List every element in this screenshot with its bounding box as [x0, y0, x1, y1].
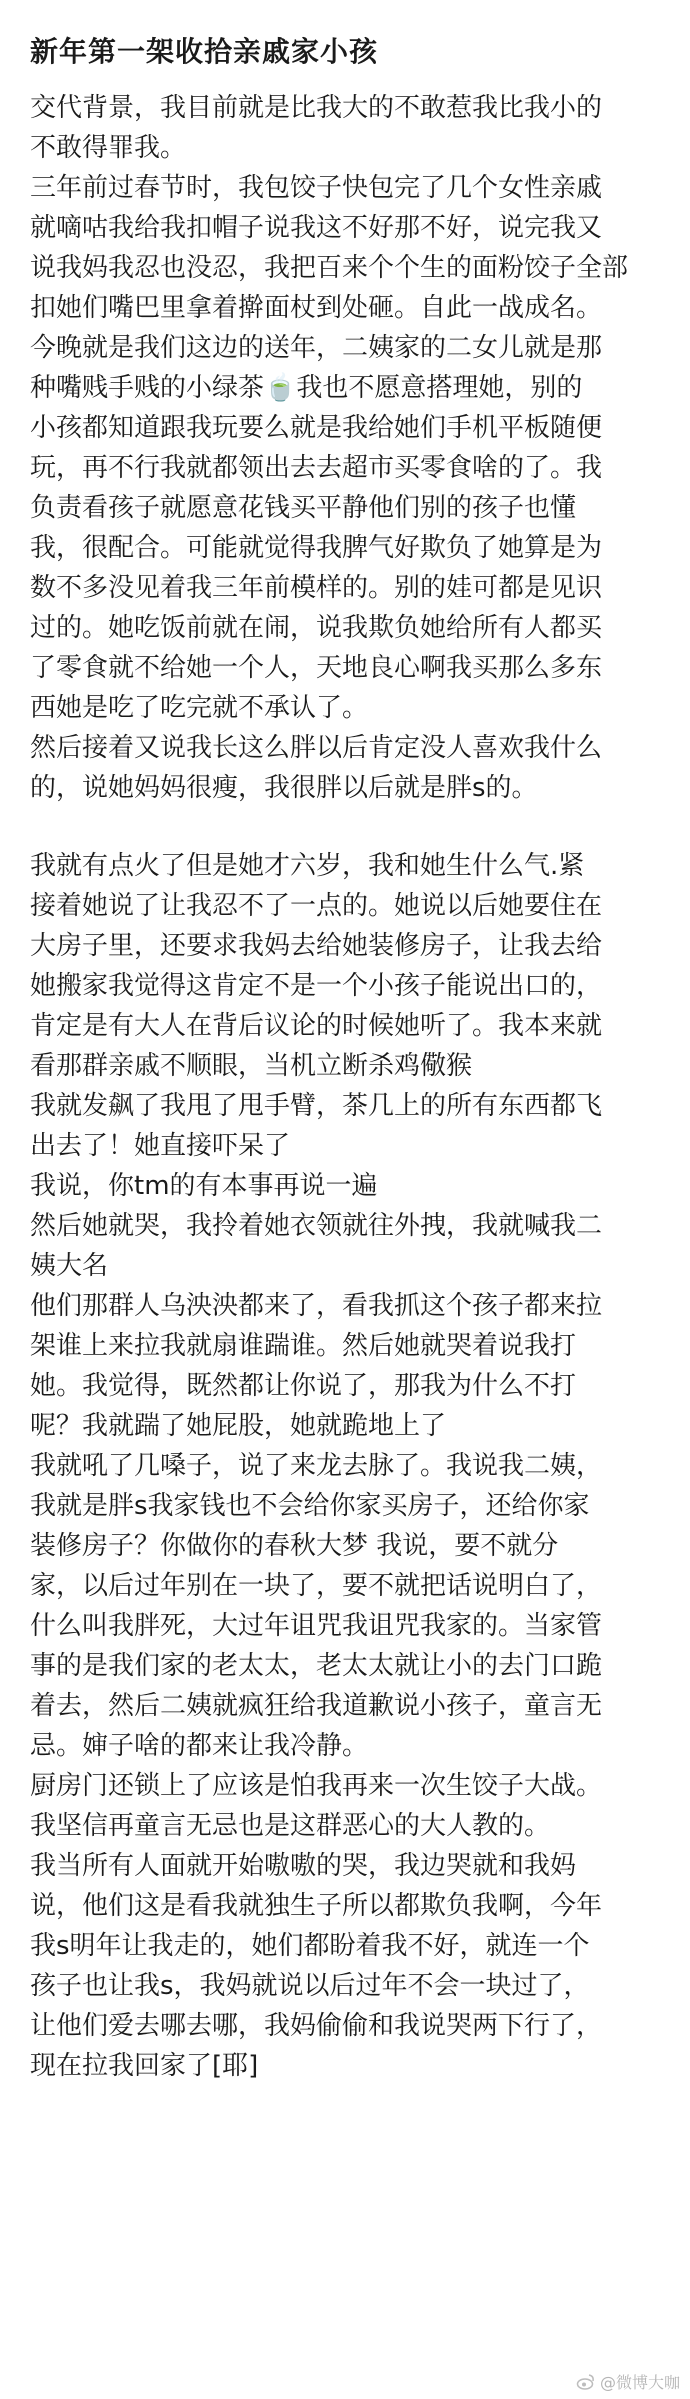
text-line: 她搬家我觉得这肯定不是一个小孩子能说出口的， [30, 971, 603, 1001]
text-line: 了零食就不给她一个人，天地良心啊我买那么多东 [30, 653, 603, 683]
text-line: 西她是吃了吃完就不承认了。 [30, 693, 369, 723]
text-line: 种嘴贱手贱的小绿茶🍵我也不愿意搭理她，别的 [30, 373, 583, 403]
text-line: 我，很配合。可能就觉得我脾气好欺负了她算是为 [30, 533, 603, 563]
text-line: 说我妈我忍也没忍，我把百来个个生的面粉饺子全部 [30, 253, 629, 283]
text-line: 着去，然后二姨就疯狂给我道歉说小孩子，童言无 [30, 1691, 603, 1721]
text-line: 忌。婶子啥的都来让我冷静。 [30, 1731, 369, 1761]
text-line: 玩，再不行我就都领出去去超市买零食啥的了。我 [30, 453, 603, 483]
text-line: 她。我觉得，既然都让你说了，那我为什么不打 [30, 1371, 577, 1401]
text-line: 肯定是有大人在背后议论的时候她听了。我本来就 [30, 1011, 603, 1041]
watermark-text: @微博大咖 [599, 2373, 680, 2392]
text-line: 家，以后过年别在一块了，要不就把话说明白了， [30, 1571, 603, 1601]
weibo-logo-icon [576, 2372, 596, 2392]
text-line: 的，说她妈妈很瘦，我很胖以后就是胖s的。 [30, 773, 538, 803]
text-line: 什么叫我胖死，大过年诅咒我诅咒我家的。当家管 [30, 1611, 603, 1641]
text-line: 大房子里，还要求我妈去给她装修房子，让我去给 [30, 931, 603, 961]
text-line: 装修房子？你做你的春秋大梦 我说，要不就分 [30, 1531, 559, 1561]
text-line: 然后接着又说我长这么胖以后肯定没人喜欢我什么 [30, 733, 603, 763]
text-line: 接着她说了让我忍不了一点的。她说以后她要住在 [30, 891, 603, 921]
text-line: 现在拉我回家了[耶] [30, 2051, 259, 2081]
text-line: 交代背景，我目前就是比我大的不敢惹我比我小的 [30, 93, 603, 123]
text-line: 他们那群人乌泱泱都来了，看我抓这个孩子都来拉 [30, 1291, 603, 1321]
text-line: 我s明年让我走的，她们都盼着我不好，就连一个 [30, 1931, 590, 1961]
text-line: 我坚信再童言无忌也是这群恶心的大人教的。 [30, 1811, 551, 1841]
post-title: 新年第一架收拾亲戚家小孩 [30, 35, 379, 68]
paragraph-gap [30, 808, 660, 846]
text-line: 小孩都知道跟我玩要么就是我给她们手机平板随便 [30, 413, 603, 443]
text-line: 呢？我就踹了她屁股，她就跪地上了 [30, 1411, 447, 1441]
text-line: 负责看孩子就愿意花钱买平静他们别的孩子也懂 [30, 493, 577, 523]
text-line: 三年前过春节时，我包饺子快包完了几个女性亲戚 [30, 173, 603, 203]
text-line: 孩子也让我s，我妈就说以后过年不会一块过了， [30, 1971, 590, 2001]
text-line: 让他们爱去哪去哪，我妈偷偷和我说哭两下行了， [30, 2011, 603, 2041]
text-line: 我当所有人面就开始嗷嗷的哭，我边哭就和我妈 [30, 1851, 577, 1881]
text-line: 说，他们这是看我就独生子所以都欺负我啊，今年 [30, 1891, 603, 1921]
text-line: 我就是胖s我家钱也不会给你家买房子，还给你家 [30, 1491, 590, 1521]
text-line: 事的是我们家的老太太，老太太就让小的去门口跪 [30, 1651, 603, 1681]
weibo-watermark [576, 2370, 680, 2393]
text-line: 过的。她吃饭前就在闹，说我欺负她给所有人都买 [30, 613, 603, 643]
text-line: 不敢得罪我。 [30, 133, 187, 163]
text-line: 然后她就哭，我拎着她衣领就往外拽，我就喊我二 [30, 1211, 603, 1241]
text-line: 我就有点火了但是她才六岁，我和她生什么气.紧 [30, 851, 585, 881]
text-line: 今晚就是我们这边的送年，二姨家的二女儿就是那 [30, 333, 603, 363]
text-line: 出去了！她直接吓呆了 [30, 1131, 291, 1161]
text-line: 架谁上来拉我就扇谁踹谁。然后她就哭着说我打 [30, 1331, 577, 1361]
text-line: 看那群亲戚不顺眼，当机立断杀鸡儆猴 [30, 1051, 473, 1081]
text-line: 扣她们嘴巴里拿着擀面杖到处砸。自此一战成名。 [30, 293, 603, 323]
text-line: 我就发飙了我甩了甩手臂，茶几上的所有东西都飞 [30, 1091, 603, 1121]
text-line: 就嘀咕我给我扣帽子说我这不好那不好，说完我又 [30, 213, 603, 243]
text-line: 厨房门还锁上了应该是怕我再来一次生饺子大战。 [30, 1771, 603, 1801]
text-line: 我就吼了几嗓子，说了来龙去脉了。我说我二姨， [30, 1451, 603, 1481]
post-body [30, 88, 660, 2086]
text-line: 数不多没见着我三年前模样的。别的娃可都是见识 [30, 573, 603, 603]
text-line: 姨大名 [30, 1251, 109, 1281]
text-line: 我说，你tm的有本事再说一遍 [30, 1171, 378, 1201]
